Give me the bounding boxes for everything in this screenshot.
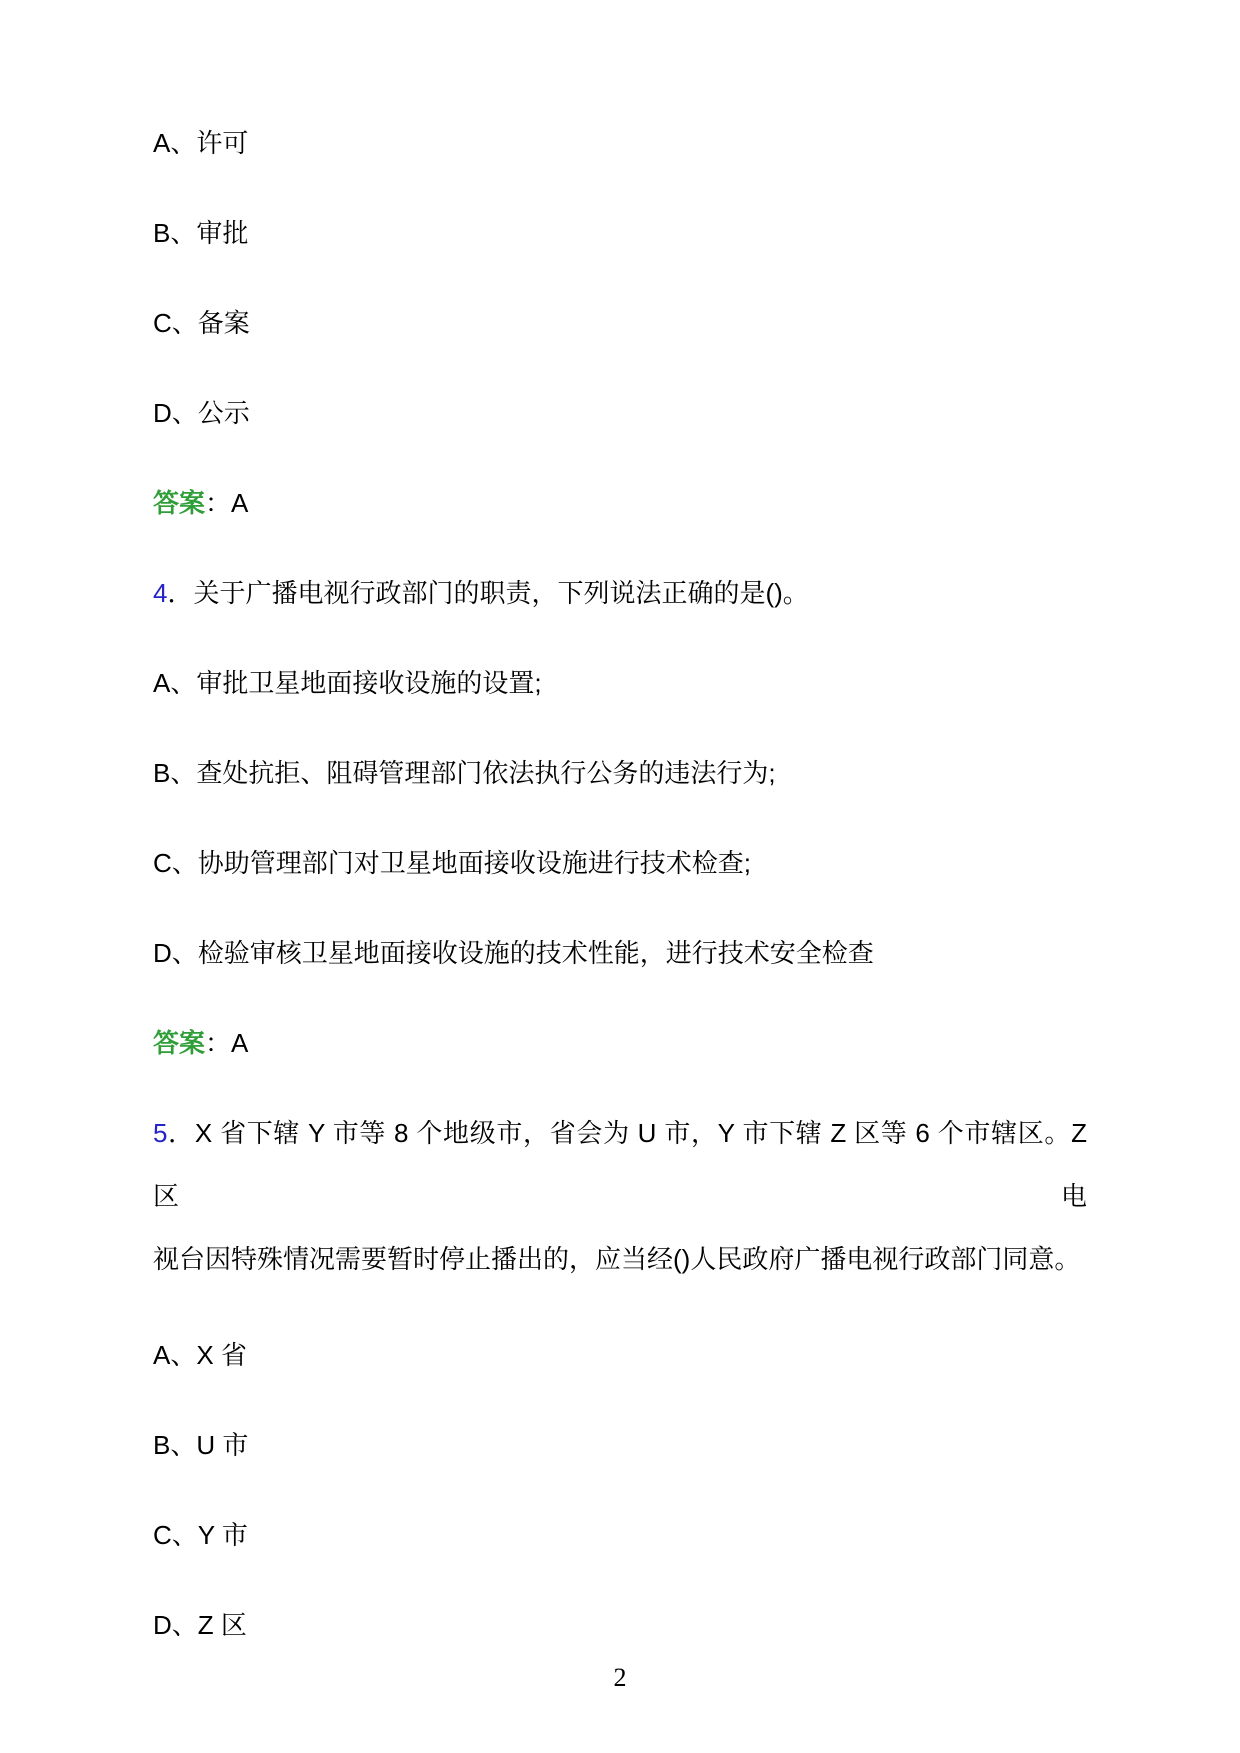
answer-value: A xyxy=(231,488,249,518)
question-number-separator: ． xyxy=(167,578,194,608)
q4-option-d xyxy=(153,922,1087,985)
answer-colon: ： xyxy=(205,488,232,518)
answer-value: A xyxy=(231,1028,249,1058)
option-label: C、 xyxy=(153,1520,198,1550)
option-label: D、 xyxy=(153,938,198,968)
option-label: B、 xyxy=(153,218,197,248)
q5-option-b xyxy=(153,1414,1087,1477)
q5-stem xyxy=(153,1102,1087,1291)
option-text: 公示 xyxy=(197,398,250,428)
option-text: 检验审核卫星地面接收设施的技术性能，进行技术安全检查 xyxy=(197,938,874,968)
q3-option-a xyxy=(153,112,1087,175)
option-label: C、 xyxy=(153,848,198,878)
answer-colon: ： xyxy=(205,1028,232,1058)
option-label: B、 xyxy=(153,1430,197,1460)
q3-option-b xyxy=(153,202,1087,265)
option-text: 许可 xyxy=(196,128,249,158)
option-label: C、 xyxy=(153,308,198,338)
question-stem-text: X 省下辖 Y 市等 8 个地级市，省会为 U 市，Y 市下辖 Z 区等 6 个市辖区。Z 区电 xyxy=(153,1118,1087,1211)
q5-stem-line2: 视台因特殊情况需要暂时停止播出的，应当经()人民政府广播电视行政部门同意。 xyxy=(153,1244,1081,1274)
q4-option-c xyxy=(153,832,1087,895)
q3-option-c xyxy=(153,292,1087,355)
option-label: B、 xyxy=(153,758,197,788)
option-text: 查处抗拒、阻碍管理部门依法执行公务的违法行为; xyxy=(196,758,776,788)
option-label: A、 xyxy=(153,668,197,698)
page-number: 2 xyxy=(613,1663,627,1692)
question-number: 5 xyxy=(153,1118,168,1148)
answer-label: 答案 xyxy=(153,488,206,518)
option-label: D、 xyxy=(153,398,198,428)
q4-option-b xyxy=(153,742,1087,805)
question-number: 4 xyxy=(153,578,168,608)
q3-answer-line xyxy=(153,472,1087,535)
option-text: 备案 xyxy=(197,308,250,338)
q5-option-a xyxy=(153,1324,1087,1387)
option-text: Z 区 xyxy=(197,1610,247,1640)
q4-stem xyxy=(153,562,1087,625)
q3-option-d xyxy=(153,382,1087,445)
option-text: 协助管理部门对卫星地面接收设施进行技术检查; xyxy=(197,848,752,878)
q4-answer-line xyxy=(153,1012,1087,1075)
option-text: U 市 xyxy=(196,1430,249,1460)
answer-label: 答案 xyxy=(153,1028,206,1058)
option-label: A、 xyxy=(153,128,197,158)
q5-option-c xyxy=(153,1504,1087,1567)
q4-option-a xyxy=(153,652,1087,715)
option-text: 审批卫星地面接收设施的设置; xyxy=(196,668,542,698)
option-text: Y 市 xyxy=(197,1520,248,1550)
question-stem-text: 关于广播电视行政部门的职责，下列说法正确的是()。 xyxy=(193,578,809,608)
option-label: D、 xyxy=(153,1610,198,1640)
option-text: 审批 xyxy=(196,218,249,248)
q5-stem-line1 xyxy=(153,1102,1087,1228)
option-text: X 省 xyxy=(196,1340,247,1370)
option-label: A、 xyxy=(153,1340,197,1370)
question-number-separator: ． xyxy=(167,1118,195,1148)
q5-option-d xyxy=(153,1594,1087,1657)
